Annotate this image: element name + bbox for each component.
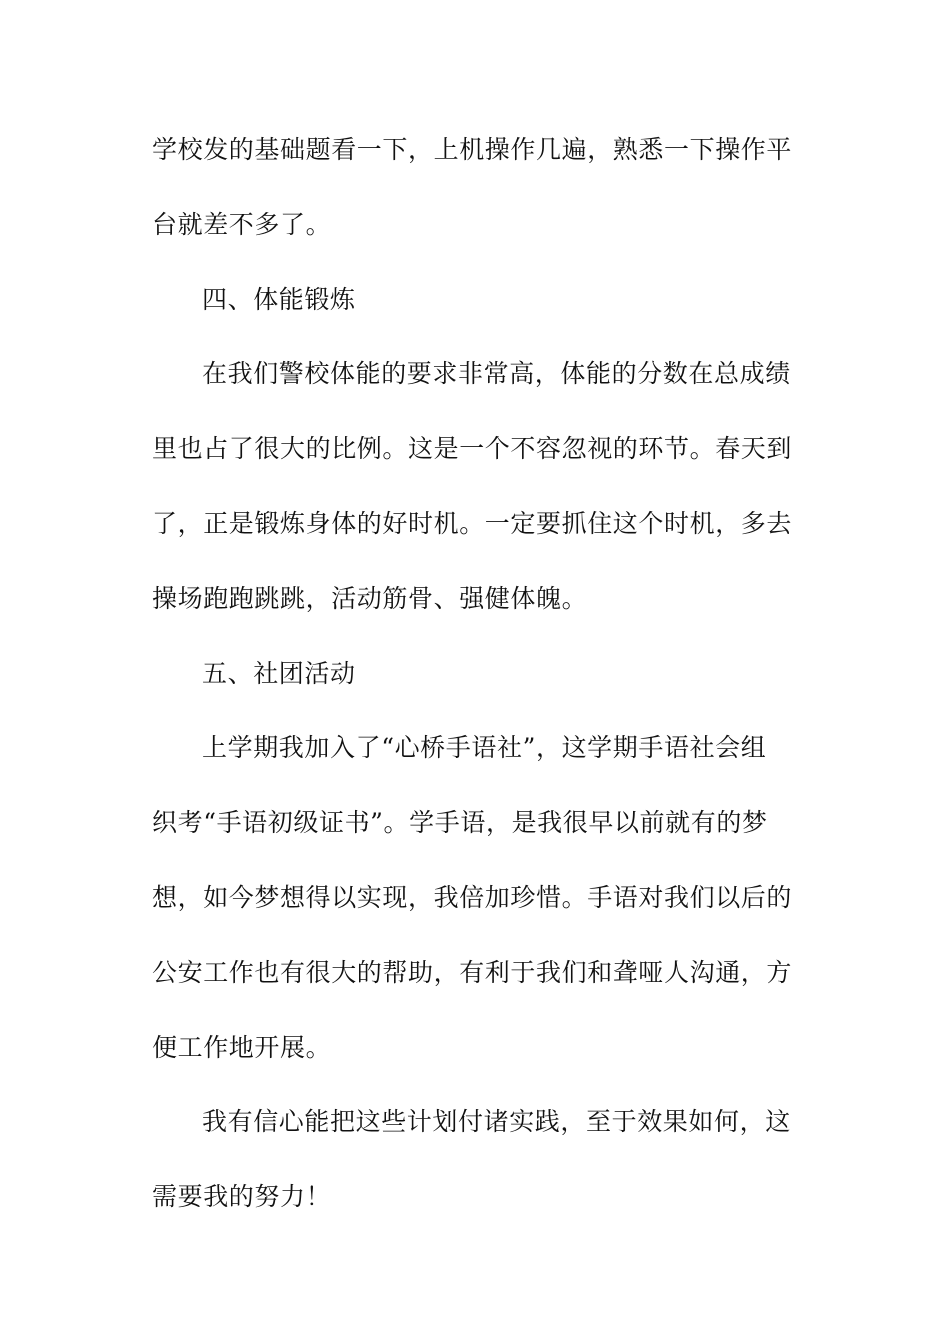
section-heading-club-activities: 五、社团活动 <box>202 658 356 688</box>
paragraph-line: 公安工作也有很大的帮助，有利于我们和聋哑人沟通，方 <box>152 957 792 987</box>
paragraph-line: 便工作地开展。 <box>152 1032 332 1062</box>
paragraph-line: 学校发的基础题看一下，上机操作几遍，熟悉一下操作平 <box>152 135 792 164</box>
paragraph-line: 需要我的努力！ <box>152 1182 332 1212</box>
paragraph-line: 里也占了很大的比例。这是一个不容忽视的环节。春天到 <box>152 434 792 464</box>
paragraph-line: 织考“手语初级证书”。学手语，是我很早以前就有的梦 <box>152 808 768 838</box>
paragraph-line: 我有信心能把这些计划付诸实践，至于效果如何，这 <box>202 1107 791 1137</box>
paragraph-line: 想，如今梦想得以实现，我倍加珍惜。手语对我们以后的 <box>152 882 792 912</box>
document-body <box>152 113 792 1235</box>
paragraph-line: 操场跑跑跳跳，活动筋骨、强健体魄。 <box>152 583 588 613</box>
paragraph-line: 上学期我加入了“心桥手语社”，这学期手语社会组 <box>202 733 767 763</box>
paragraph-line: 在我们警校体能的要求非常高，体能的分数在总成绩 <box>202 359 791 389</box>
section-heading-physical-training: 四、体能锻炼 <box>202 284 356 314</box>
paragraph-line: 了，正是锻炼身体的好时机。一定要抓住这个时机，多去 <box>152 508 792 538</box>
paragraph-line: 台就差不多了。 <box>152 209 332 239</box>
